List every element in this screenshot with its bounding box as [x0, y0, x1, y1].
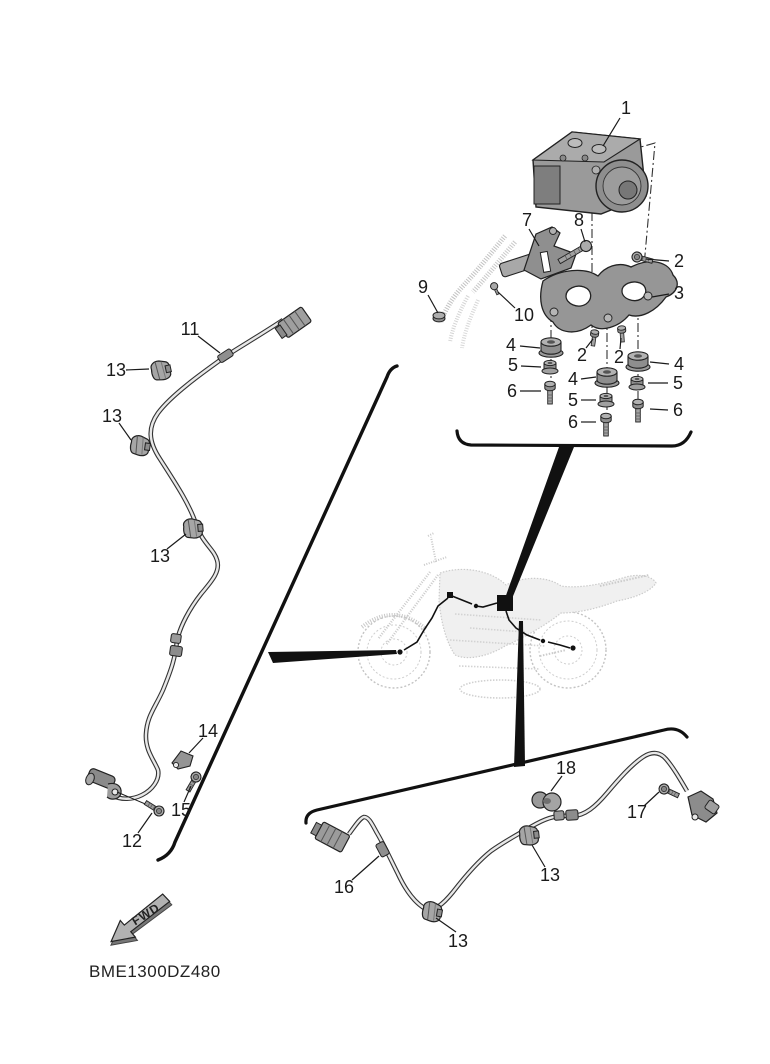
bolt-6a	[545, 381, 555, 404]
front-wheel-sensor	[84, 768, 121, 800]
callout-5a: 5	[507, 355, 519, 375]
abs-assembly	[433, 132, 677, 436]
callout-3: 3	[673, 283, 685, 303]
collar-5c	[629, 376, 645, 390]
fwd-arrow	[102, 893, 178, 954]
abs-hydraulic-unit	[533, 132, 648, 214]
callout-4b: 4	[567, 369, 579, 389]
callout-1: 1	[620, 98, 632, 118]
exhaust-ghost	[460, 680, 540, 698]
bike-body-ghost	[439, 569, 656, 657]
callout-6b: 6	[567, 412, 579, 432]
abs-panel-edge	[457, 431, 691, 446]
bolt-2c	[617, 326, 626, 343]
nut-9	[433, 312, 445, 322]
part-code: BME1300DZ480	[89, 962, 221, 981]
callout-14: 14	[197, 721, 219, 741]
abs-unit-location-marker	[497, 595, 513, 611]
brake-hoses-ghost	[441, 236, 515, 348]
cable-ferrule	[217, 348, 234, 363]
callout-18: 18	[555, 758, 577, 778]
callout-4c: 4	[673, 354, 685, 374]
cable-ferrule	[554, 811, 565, 821]
damper-4b	[595, 368, 619, 387]
clamp-13c	[183, 518, 204, 539]
front-fork-ghost	[378, 572, 438, 645]
rear-sensor-cable-assembly	[309, 753, 719, 923]
bolt-12	[143, 798, 166, 818]
collar-5a	[542, 360, 558, 374]
front-sensor-connector	[273, 307, 311, 341]
callout-2a: 2	[673, 251, 685, 271]
callout-10: 10	[513, 305, 535, 325]
damper-4a	[539, 338, 563, 357]
rear-sensor-cable	[349, 753, 687, 909]
bolt-6c	[633, 399, 643, 422]
collar-5b	[598, 393, 614, 407]
callout-6c: 6	[672, 400, 684, 420]
cable-ferrule	[170, 633, 181, 643]
bolt-6b	[601, 413, 611, 436]
clamp-14	[172, 751, 193, 769]
cable-ferrule	[566, 810, 579, 821]
bolt-2b	[589, 329, 599, 346]
callout-2b: 2	[576, 345, 588, 365]
rear-wheel-sensor	[688, 791, 720, 822]
callout-5c: 5	[672, 373, 684, 393]
callout-13e: 13	[539, 865, 561, 885]
front-wheel-location-pointer	[268, 650, 397, 663]
callout-13c: 13	[149, 546, 171, 566]
cable-ferrule	[169, 645, 182, 657]
callout-15: 15	[170, 800, 192, 820]
damper-4c	[626, 352, 650, 371]
bolt-17	[657, 782, 680, 800]
rear-sensor-connector	[309, 819, 350, 853]
callout-6a: 6	[506, 381, 518, 401]
clamp-13b	[129, 435, 151, 457]
callout-11: 11	[180, 319, 200, 339]
callout-9: 9	[417, 277, 429, 297]
callout-2c: 2	[613, 347, 625, 367]
callout-13b: 13	[101, 406, 123, 426]
callout-7: 7	[521, 210, 533, 230]
clamp-13e	[519, 825, 540, 846]
rear-location-pointer	[514, 621, 525, 767]
callout-8: 8	[573, 210, 585, 230]
bracket-3	[541, 262, 678, 332]
clamp-13a	[150, 359, 173, 382]
callout-16: 16	[333, 877, 355, 897]
callout-13a: 13	[105, 360, 127, 380]
handlebar-ghost	[424, 533, 447, 565]
callout-13d: 13	[447, 931, 469, 951]
callout-17: 17	[626, 802, 648, 822]
fwd-label: FWD	[129, 900, 163, 929]
callout-5b: 5	[567, 390, 579, 410]
front-sensor-cable-assembly	[84, 307, 312, 818]
callout-12: 12	[121, 831, 143, 851]
grommet-18	[532, 792, 561, 811]
callout-4a: 4	[505, 335, 517, 355]
